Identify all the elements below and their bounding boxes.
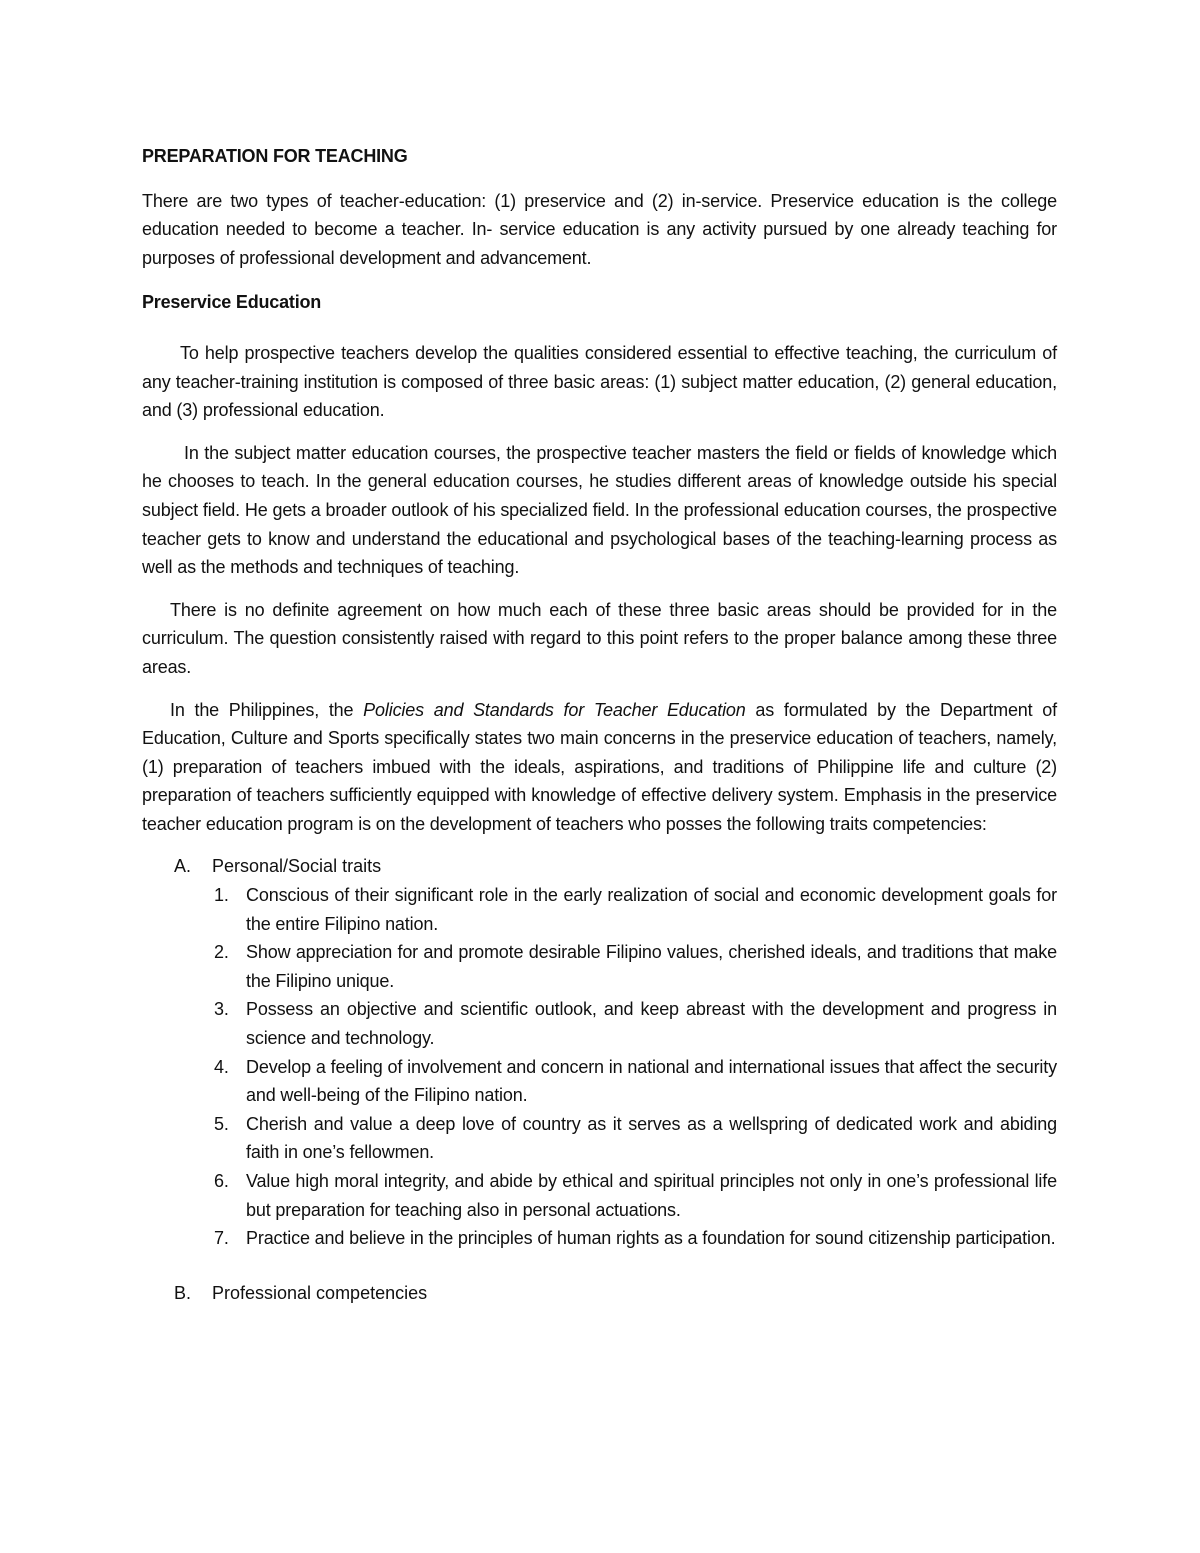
list-item <box>142 1167 1057 1224</box>
list-section-a <box>142 852 1057 881</box>
paragraph-philippines <box>142 696 1057 839</box>
list-item-marker: 1. <box>214 885 229 906</box>
list-item-text: Possess an objective and scientific outlook, and keep abreast with the development and progress in science and technology. <box>246 999 1057 1049</box>
paragraph-agreement: There is no definite agreement on how much each of these three basic areas should be provided for in the curriculum. The question consistently raised with regard to this point refers to the proper balance among these three areas. <box>142 599 1057 677</box>
philippines-text-end: as formulated by the Department of Education, Culture and Sports specifically states two main concerns in the preservice education of teachers, namely, (1) preparation of teachers imbued with the ideals, aspirations, and traditions of Philippine life and culture (2) preparation of teachers sufficiently equipped with knowledge of effective delivery system. Emphasis in the preservice teacher education program is on the development of teachers who posses the following traits competencies: <box>142 699 1057 834</box>
paragraph-courses: In the subject matter education courses, the prospective teacher masters the field or fields of knowledge which he chooses to teach. In the general education courses, he studies different areas of knowledge outside his special subject field. He gets a broader outlook of his specialized field. In the professional education courses, the prospective teacher gets to know and understand the educational and psychological bases of the teaching-learning process as well as the methods and techniques of teaching. <box>142 442 1057 578</box>
list-item-marker: 7. <box>214 1228 229 1249</box>
list-item-marker: 4. <box>214 1056 229 1077</box>
list-marker-b: B. <box>174 1282 192 1303</box>
traits-list <box>142 881 1057 1253</box>
list-item-text: Develop a feeling of involvement and concern in national and international issues that affect the security and well-being of the Filipino nation. <box>246 1056 1057 1106</box>
list-item-text: Show appreciation for and promote desirable Filipino values, cherished ideals, and traditions that make the Filipino unique. <box>246 942 1057 991</box>
list-item <box>142 938 1057 995</box>
list-item <box>142 1053 1057 1110</box>
policies-title: Policies and Standards for Teacher Education <box>363 699 746 720</box>
paragraph-curriculum: To help prospective teachers develop the qualities considered essential to effective teaching, the curriculum of any teacher-training institution is composed of three basic areas: (1) subject matter education, (2) general education, and (3) professional education. <box>142 342 1057 421</box>
intro-paragraph: There are two types of teacher-education: (1) preservice and (2) in-service. Preservice education is the college education needed to become a teacher. In- service education is any activity pursued by one already teaching for purposes of professional development and advancement. <box>142 190 1057 268</box>
list-item-text: Conscious of their significant role in the early realization of social and economic development goals for the entire Filipino nation. <box>246 885 1057 934</box>
list-item-text: Value high moral integrity, and abide by ethical and spiritual principles not only in one’s professional life but preparation for teaching also in personal actuations. <box>246 1171 1057 1220</box>
list-item-text: Practice and believe in the principles of human rights as a foundation for sound citizenship participation. <box>246 1228 1056 1249</box>
list-item-marker: 2. <box>214 942 229 963</box>
list-label-b: Professional competencies <box>212 1282 428 1303</box>
list-section-b <box>142 1279 1057 1308</box>
document-page <box>142 142 1057 1307</box>
list-item <box>142 881 1057 938</box>
list-item <box>142 1110 1057 1167</box>
list-item <box>142 995 1057 1052</box>
list-item <box>142 1224 1057 1253</box>
section-heading: Preservice Education <box>142 292 322 313</box>
list-marker-a: A. <box>174 856 192 877</box>
document-title: PREPARATION FOR TEACHING <box>142 146 408 166</box>
list-item-marker: 3. <box>214 999 229 1020</box>
list-item-text: Cherish and value a deep love of country as it serves as a wellspring of dedicated work and abiding faith in one’s fellowmen. <box>246 1113 1057 1163</box>
list-label-a: Personal/Social traits <box>212 856 382 877</box>
philippines-text-start: In the Philippines, the <box>170 699 364 720</box>
list-item-marker: 5. <box>214 1113 229 1134</box>
list-item-marker: 6. <box>214 1171 229 1191</box>
